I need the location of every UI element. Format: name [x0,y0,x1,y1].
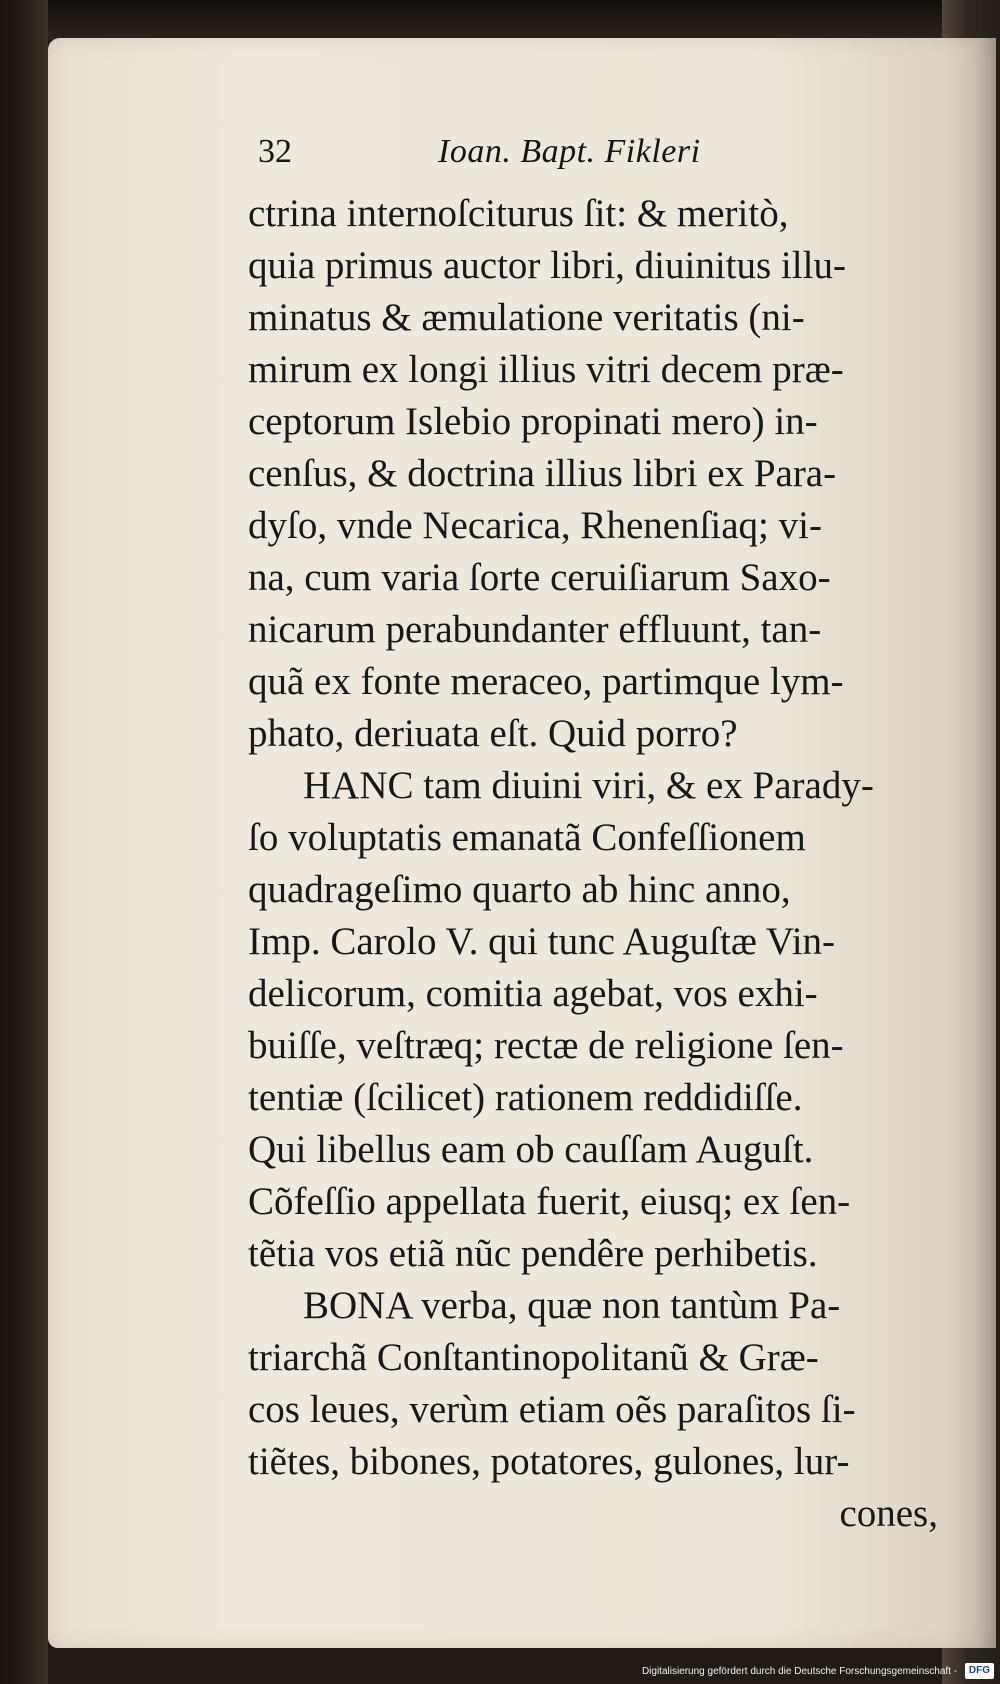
dfg-logo: DFG [965,1663,994,1679]
digitization-footer [474,1662,994,1682]
running-head: Ioan. Bapt. Fikleri [438,133,701,170]
text-line: phato, deriuata eſt. Quid porro? [248,712,738,755]
text-line: buiſſe, veſtræq; rectæ de religione ſen- [248,1024,844,1067]
text-line: quã ex fonte meraceo, partimque lym- [248,660,844,703]
text-line: ctrina internoſciturus ſit: & meritò, [248,192,789,235]
text-line: quadrageſimo quarto ab hinc anno, [248,868,791,911]
text-line: ſo voluptatis emanatã Confeſſionem [248,816,806,859]
text-line: tiẽtes, bibones, potatores, gulones, lur- [248,1440,850,1483]
paragraph-start-line: HANC tam diuini viri, & ex Parady- [303,764,874,807]
text-line: Qui libellus eam ob cauſſam Auguſt. [248,1128,814,1171]
page-gutter [946,38,996,1648]
paragraph-start-line: BONA verba, quæ non tantùm Pa- [303,1284,841,1327]
text-line: tẽtia vos etiã nũc pendêre perhibetis. [248,1232,818,1275]
text-line: na, cum varia ſorte ceruiſiarum Saxo- [248,556,831,599]
page-header [258,133,778,183]
scan-left-shadow [0,0,48,1684]
text-line: Imp. Carolo V. qui tunc Auguſtæ Vin- [248,920,836,963]
text-line: ceptorum Islebio propinati mero) in- [248,400,818,443]
text-line: minatus & æmulatione veritatis (ni- [248,296,805,339]
text-line: cos leues, verùm etiam oẽs paraſitos ſi- [248,1388,856,1431]
text-line: dyſo, vnde Necarica, Rhenenſiaq; vi- [248,504,822,547]
page-number: 32 [258,133,292,170]
text-line: delicorum, comitia agebat, vos exhi- [248,972,818,1015]
text-line: quia primus auctor libri, diuinitus illu- [248,244,846,287]
text-line: cenſus, & doctrina illius libri ex Para- [248,452,837,495]
text-line: Cõfeſſio appellata fuerit, eiusq; ex ſen- [248,1180,851,1223]
text-line: mirum ex longi illius vitri decem præ- [248,348,844,391]
paper-page [48,38,996,1648]
catchword: cones, [839,1492,938,1535]
footer-text: Digitalisierung gefördert durch die Deutsche Forschungsgemeinschaft - [641,1666,958,1677]
body-text [248,188,938,1540]
text-line: tentiæ (ſcilicet) rationem reddidiſſe. [248,1076,803,1119]
scan-top-shadow [0,0,1000,40]
text-line: nicarum perabundanter effluunt, tan- [248,608,822,651]
text-line: triarchã Conſtantinopolitanũ & Græ- [248,1336,819,1379]
